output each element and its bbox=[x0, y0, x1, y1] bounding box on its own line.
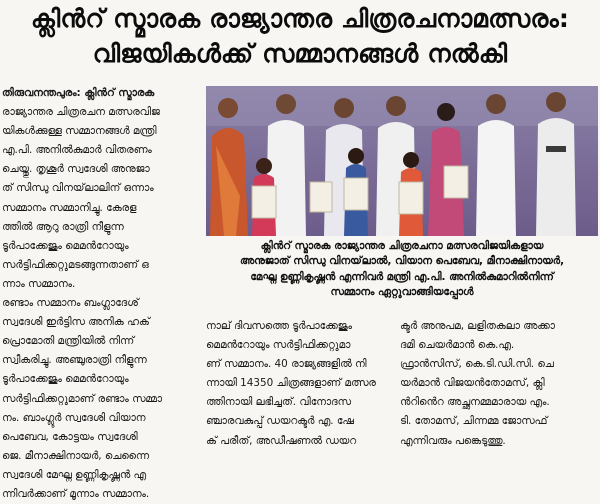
text-line: നം. ബാംഗ്ലൂർ സ്വദേശി വിയാന bbox=[2, 411, 146, 424]
text-line: യികൾക്കുള്ള സമ്മാനങ്ങൾ മന്ത്രി bbox=[2, 125, 157, 138]
text-line: ത്തിൽ ആറു രാത്രി നീളുന്ന bbox=[2, 220, 124, 233]
text-line: ടൂർപാക്കേജും മെമൻറോയും bbox=[2, 239, 129, 252]
text-line: സർട്ടിഫിക്കറ്റുമാണ് രണ്ടാം സമ്മാ bbox=[2, 392, 163, 405]
certificate bbox=[310, 182, 332, 212]
text-line: ക് പരീത്, അഡീഷണൽ ഡയറ bbox=[206, 434, 357, 447]
text-line: ന്നായി 14350 ചിത്രങ്ങളാണ് മത്സര bbox=[206, 377, 376, 390]
text-line: ക്ടർ അനുപമ, ലളിതകലാ അക്കാ bbox=[400, 320, 555, 332]
child-4 bbox=[444, 166, 468, 198]
text-line: ത് സിന്ധു വിനയ്‌ലാലിന് ഒന്നാം bbox=[2, 182, 154, 195]
article-column-1 bbox=[2, 84, 198, 504]
text-line: ഫ്രാൻസിസ്, കെ.ടി.ഡി.സി. ചെ bbox=[400, 358, 554, 371]
text-line: ടി. തോമസ്, ചിന്നമ്മ ജോസഫ് bbox=[400, 415, 548, 428]
text-line: എ.പി. അനിൽകുമാർ വിതരണം bbox=[2, 144, 152, 157]
text-line: ന്നാം സമ്മാനം. bbox=[2, 277, 76, 290]
text-line: ന്നിവർക്കാണ് മൂന്നാം സമ്മാനം. bbox=[2, 487, 150, 500]
text-line: ടൂർപാക്കേജും മെമൻറോയും bbox=[2, 373, 129, 386]
text-line: തിരുവനന്തപുരം: ക്ലിൻറ് സ്മാരക bbox=[2, 87, 155, 99]
caption-line: സമ്മാനം ഏറ്റുവാങ്ങിയപ്പോൾ bbox=[330, 285, 474, 298]
text-line: ൻറിൻെറ അച്ഛനമ്മമാരായ എം. bbox=[400, 396, 550, 409]
headline-line-2: വിജയികൾക്ക് സമ്മാനങ്ങൾ നൽകി bbox=[92, 39, 508, 68]
text-line: മെമൻറോയും സർട്ടിഫിക്കറ്റുമാ bbox=[206, 339, 351, 352]
text-line: ദമി ചെയർമാൻ കെ.എ. bbox=[400, 339, 515, 352]
text-line: ണ് സമ്മാനം. 40 രാജ്യങ്ങളിൽ നി bbox=[206, 358, 367, 371]
text-line: ത്തിനായി ലഭിച്ചത്. വിനോദസ bbox=[206, 396, 351, 409]
caption-line: ക്ലിൻറ് സ്മാരക രാജ്യാന്തര ചിത്രരചനാ മത്സരവിജയികളായ bbox=[260, 240, 544, 252]
text-line: ഞ്ചാരവകുപ്പ് ഡയറക്ടർ എ. ഷേ bbox=[206, 415, 354, 428]
text-line: പെബേവ, കോട്ടയം സ്വദേശി bbox=[2, 430, 138, 443]
text-line: സമ്മാനം സമ്മാനിച്ചു. കേരള bbox=[2, 201, 137, 214]
text-line: സ്വദേശി ഇർട്ടിസ അനിക ഹക് bbox=[2, 316, 150, 329]
award-ceremony-photo bbox=[206, 86, 598, 236]
text-line: സ്വദേശി മേഘ്ന ഉണ്ണികൃഷ്ണൻ എ bbox=[2, 468, 146, 481]
text-line: എന്നിവരും പങ്കെടുത്തു. bbox=[400, 434, 506, 447]
text-line: നാല് ദിവസത്തെ ടൂർപാക്കേജും bbox=[206, 320, 352, 332]
text-line: രാജ്യാന്തര ചിത്രരചന മത്സരവിജ bbox=[2, 106, 160, 119]
text-line: യർമാൻ വിജയൻതോമസ്, ക്ലി bbox=[400, 377, 545, 390]
text-line: ചെയ്തു. തൃശൂർ സ്വദേശി അനുജാ bbox=[2, 163, 150, 176]
text-line: സർട്ടിഫിക്കറ്റുമടങ്ങുന്നതാണ് ഒ bbox=[2, 258, 149, 271]
text-line: രണ്ടാം സമ്മാനം ബംഗ്ലാദേശ് bbox=[2, 297, 139, 310]
text-line: സ്വീകരിച്ചു. അഞ്ചുരാത്രി നീളുന്ന bbox=[2, 354, 147, 367]
caption-line: മേഘ്ന ഉണ്ണികൃഷ്ണൻ എന്നിവർ മന്ത്രി എ.പി. അനിൽകുമാറിൽനിന്ന് bbox=[250, 270, 554, 283]
photo-caption bbox=[206, 239, 598, 300]
article-column-2 bbox=[206, 317, 391, 451]
text-line: ജെ. മീനാക്ഷിനായർ, ചെന്നൈ bbox=[2, 449, 149, 462]
headline bbox=[0, 2, 600, 72]
caption-line: അനുജാത് സിന്ധു വിനയ്‌ലാൽ, വിയാന പെബേവ, മീനാക്ഷിനായർ, bbox=[239, 255, 565, 268]
news-photo bbox=[206, 86, 598, 236]
article-column-3 bbox=[400, 317, 598, 451]
headline-line-1: ക്ലിൻറ് സ്മാരക രാജ്യാന്തര ചിത്രരചനാമത്സരം: bbox=[30, 4, 570, 33]
text-line: പ്രൊമോതി മന്ത്രിയിൽ നിന്ന് bbox=[2, 335, 135, 348]
